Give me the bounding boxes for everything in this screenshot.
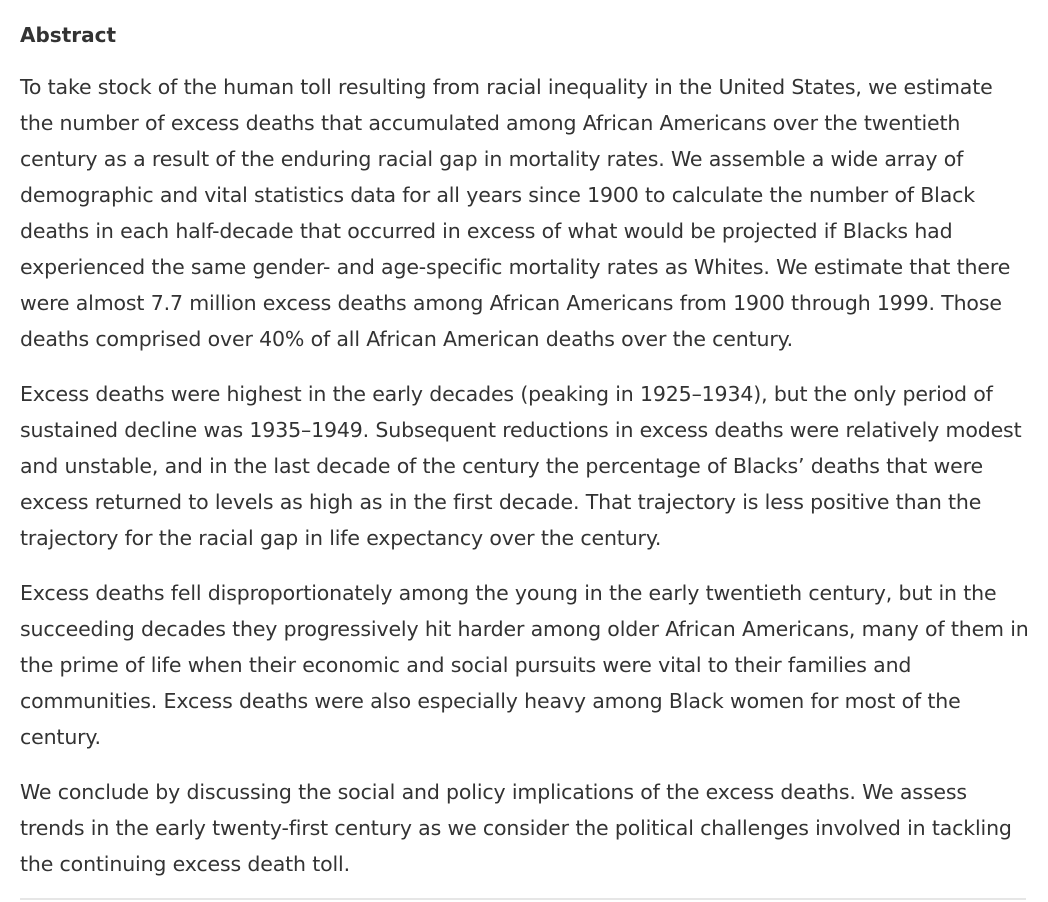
abstract-section xyxy=(20,0,1030,876)
abstract-paragraph-4: We conclude by discussing the social and policy implications of the excess deaths. We assess trends in the early twenty-first century as we consider the political challenges involved in tackling the continuing excess death toll. xyxy=(20,780,1012,876)
abstract-paragraph-3: Excess deaths fell disproportionately among the young in the early twentieth century, but in the succeeding decades they progressively hit harder among older African Americans, many of them in the prime of life when their economic and social pursuits were vital to their families and communities. Excess deaths were also especially heavy among Black women for most of the century. xyxy=(20,581,1029,749)
section-divider xyxy=(20,898,1026,900)
abstract-heading: Abstract xyxy=(20,23,117,47)
abstract-paragraph-1: To take stock of the human toll resulting from racial inequality in the United States, we estimate the number of excess deaths that accumulated among African Americans over the twentieth century as a result of the enduring racial gap in mortality rates. We assemble a wide array of demographic and vital statistics data for all years since 1900 to calculate the number of Black deaths in each half-decade that occurred in excess of what would be projected if Blacks had experienced the same gender- and age-specific mortality rates as Whites. We estimate that there were almost 7.7 million excess deaths among African Americans from 1900 through 1999. Those deaths comprised over 40% of all African American deaths over the century. xyxy=(20,75,1011,351)
abstract-paragraph-2: Excess deaths were highest in the early decades (peaking in 1925–1934), but the only period of sustained decline was 1935–1949. Subsequent reductions in excess deaths were relatively modest and unstable, and in the last decade of the century the percentage of Blacks’ deaths that were excess returned to levels as high as in the first decade. That trajectory is less positive than the trajectory for the racial gap in life expectancy over the century. xyxy=(20,382,1022,550)
